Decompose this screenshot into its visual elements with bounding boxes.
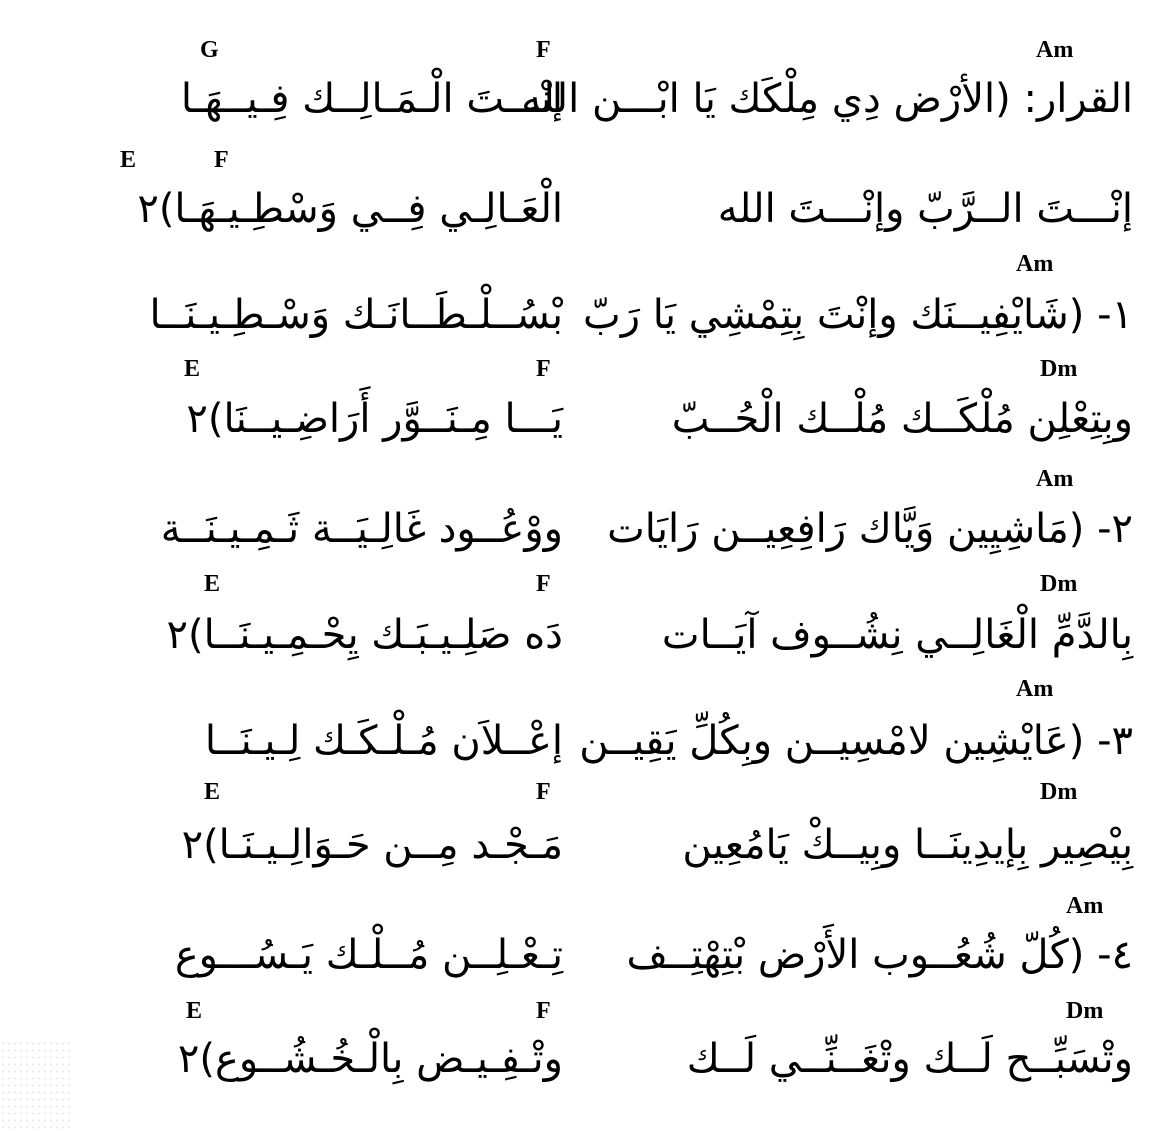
chord-label: E xyxy=(120,147,137,173)
lyric-line-left: إنْـــتَ الْـمَـالِــك فِـيــهَـا xyxy=(180,76,563,122)
chord-label: Am xyxy=(1016,676,1054,702)
lyric-line-left: مَـجْـد مِــن حَـوَالِـيـنَـا)٢ xyxy=(181,822,563,868)
chord-label: Am xyxy=(1036,37,1074,63)
lyric-line-right: القرار: (الأرْض دِي مِلْكَك يَا ابْـــن الله xyxy=(521,76,1133,122)
lyric-line-left: إعْــلاَن مُـلْـكَـك لِـيـنَــا xyxy=(204,718,563,764)
lyric-line-right: وبِتِعْلِن مُلْكَــك مُلْــك الْحُــبّ xyxy=(671,396,1133,442)
lyric-line-right: وتْسَبِّــح لَــك وتْغَــنِّــي لَــك xyxy=(686,1036,1133,1082)
chord-label: Am xyxy=(1036,466,1074,492)
chord-label: Am xyxy=(1016,251,1054,277)
chord-label: F xyxy=(214,147,229,173)
chord-label: E xyxy=(186,998,203,1024)
lyric-line-right: ٣- (عَايْشِين لامْسِيــن وبِكُلِّ يَقِيــن xyxy=(579,718,1133,764)
lyric-line-right: إنْـــتَ الــرَّبّ وإنْـــتَ الله xyxy=(717,186,1133,232)
lyric-line-left: وتْـفِـيـض بِالْـخُـشُــوع)٢ xyxy=(177,1036,563,1082)
chord-label: F xyxy=(536,571,551,597)
lyric-line-left: دَه صَلِـيـبَـك يِحْـمِـيـنَــا)٢ xyxy=(166,612,563,658)
chord-label: Dm xyxy=(1040,356,1078,382)
chord-label: F xyxy=(536,37,551,63)
lyric-line-left: بْسُــلْـطَــانَـك وَسْـطِـيـنَــا xyxy=(149,292,563,338)
chord-label: Dm xyxy=(1040,779,1078,805)
lyric-line-right: ٢- (مَاشِيِين وَيَّاك رَافِعِيــن رَايَات xyxy=(607,506,1133,552)
lyric-line-left: الْعَـالِـي فِــي وَسْطِـيـهَـا)٢ xyxy=(137,186,563,232)
chord-label: E xyxy=(204,779,221,805)
lyric-line-right: بِيْصِير بِإيدِينَــا وبِيــكْ يَامُعِين xyxy=(682,822,1133,868)
chord-label: F xyxy=(536,998,551,1024)
scan-noise xyxy=(0,1040,70,1130)
lyric-line-right: ١- (شَايْفِيــنَك وإنْتَ بِتِمْشِي يَا رَبّ xyxy=(583,292,1133,338)
lyric-line-left: تِـعْـلِــن مُــلْـك يَـسُـــوع xyxy=(174,932,563,978)
chord-label: Dm xyxy=(1066,998,1104,1024)
chord-label: E xyxy=(184,356,201,382)
chord-label: F xyxy=(536,356,551,382)
chord-label: F xyxy=(536,779,551,805)
chord-label: G xyxy=(200,37,219,63)
lyric-line-right: ٤- (كُلّ شُعُــوب الأَرْض بْتِهْتِــف xyxy=(626,932,1133,978)
chord-label: Am xyxy=(1066,893,1104,919)
chord-label: E xyxy=(204,571,221,597)
lyric-line-left: ووْعُــود غَالِـيَــة ثَـمِـيـنَــة xyxy=(160,506,563,552)
lyric-line-right: بِالدَّمِّ الْغَالِــي نِشُــوف آيَــات xyxy=(661,612,1133,658)
lyric-line-left: يَـــا مِـنَــوَّر أَرَاضِـيــنَا)٢ xyxy=(186,396,563,442)
chord-label: Dm xyxy=(1040,571,1078,597)
